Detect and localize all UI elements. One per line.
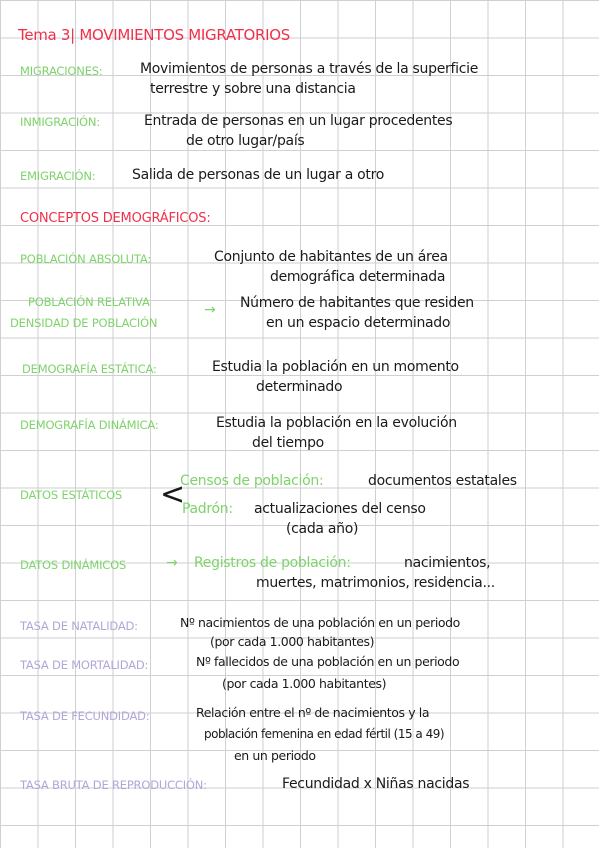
- tasa-bruta-reproduccion-label: TASA BRUTA DE REPRODUCCIÓN:: [20, 778, 207, 792]
- poblacion-absoluta-definition-line2: demográfica determinada: [270, 269, 446, 285]
- registros-definition-line2: muertes, matrimonios, residencia...: [256, 575, 495, 591]
- tasa-fecundidad-label: TASA DE FECUNDIDAD:: [20, 709, 150, 723]
- padron-note: (cada año): [286, 521, 359, 537]
- padron-definition: actualizaciones del censo: [254, 501, 426, 517]
- tasa-mortalidad-definition-line1: Nº fallecidos de una población en un periodo: [196, 654, 460, 669]
- registros-label: Registros de población:: [194, 555, 351, 571]
- tasa-fecundidad-definition-line2: población femenina en edad fértil (15 a 49): [204, 727, 445, 741]
- datos-estaticos-label: DATOS ESTÁTICOS: [20, 488, 123, 502]
- censos-definition: documentos estatales: [368, 473, 517, 489]
- poblacion-absoluta-label: POBLACIÓN ABSOLUTA:: [20, 252, 151, 266]
- demografia-estatica-definition-line1: Estudia la población en un momento: [212, 359, 459, 375]
- arrow-icon: →: [204, 302, 216, 318]
- inmigracion-definition-line1: Entrada de personas en un lugar procedentes: [144, 113, 453, 129]
- tasa-natalidad-definition-line2: (por cada 1.000 habitantes): [210, 634, 375, 649]
- demografia-dinamica-label: DEMOGRAFÍA DINÁMICA:: [20, 418, 159, 432]
- poblacion-relativa-label: POBLACIÓN RELATIVA: [28, 295, 150, 309]
- demografia-estatica-label: DEMOGRAFÍA ESTÁTICA:: [22, 362, 157, 376]
- emigracion-definition: Salida de personas de un lugar a otro: [132, 167, 385, 183]
- demografia-dinamica-definition-line2: del tiempo: [252, 435, 324, 451]
- migraciones-definition-line1: Movimientos de personas a través de la superficie: [140, 61, 479, 77]
- inmigracion-definition-line2: de otro lugar/país: [186, 133, 305, 149]
- page-title: Tema 3| MOVIMIENTOS MIGRATORIOS: [18, 26, 291, 44]
- poblacion-relativa-definition-line1: Número de habitantes que residen: [240, 295, 474, 311]
- registros-definition-line1: nacimientos,: [404, 555, 491, 571]
- poblacion-absoluta-definition-line1: Conjunto de habitantes de un área: [214, 249, 448, 265]
- demografia-dinamica-definition-line1: Estudia la población en la evolución: [216, 415, 457, 431]
- datos-dinamicos-label: DATOS DINÁMICOS: [20, 558, 127, 572]
- inmigracion-label: INMIGRACIÓN:: [20, 115, 100, 129]
- brace-icon: <: [160, 477, 186, 512]
- tasa-bruta-reproduccion-definition: Fecundidad x Niñas nacidas: [282, 776, 470, 792]
- tasa-natalidad-definition-line1: Nº nacimientos de una población en un periodo: [180, 615, 460, 630]
- demografia-estatica-definition-line2: determinado: [256, 379, 343, 395]
- conceptos-heading: CONCEPTOS DEMOGRÁFICOS:: [20, 211, 211, 226]
- tasa-natalidad-label: TASA DE NATALIDAD:: [20, 619, 138, 633]
- censos-label: Censos de población:: [180, 473, 324, 489]
- tasa-mortalidad-label: TASA DE MORTALIDAD:: [20, 658, 149, 672]
- tasa-fecundidad-definition-line3: en un periodo: [234, 748, 316, 763]
- arrow-icon: →: [166, 555, 178, 571]
- padron-label: Padrón:: [182, 501, 233, 517]
- migraciones-label: MIGRACIONES:: [20, 64, 103, 78]
- densidad-poblacion-label: DENSIDAD DE POBLACIÓN: [10, 316, 158, 330]
- tasa-fecundidad-definition-line1: Relación entre el nº de nacimientos y la: [196, 705, 430, 720]
- migraciones-definition-line2: terrestre y sobre una distancia: [150, 81, 356, 97]
- poblacion-relativa-definition-line2: en un espacio determinado: [266, 315, 451, 331]
- tasa-mortalidad-definition-line2: (por cada 1.000 habitantes): [222, 676, 387, 691]
- emigracion-label: EMIGRACIÓN:: [20, 169, 96, 183]
